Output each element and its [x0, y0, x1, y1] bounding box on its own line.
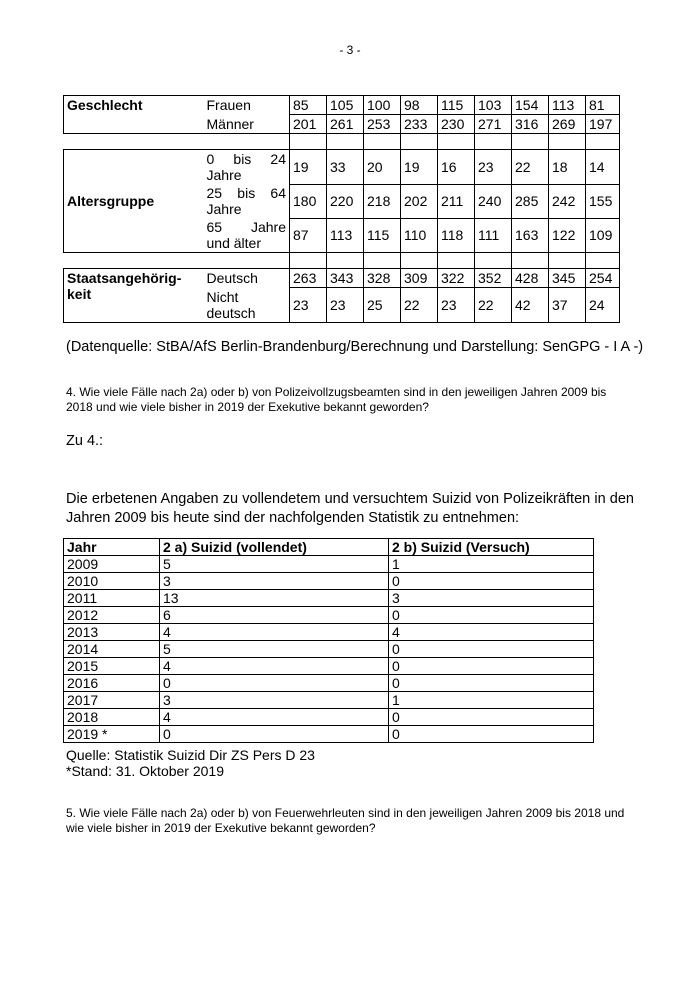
spacer-cell	[438, 253, 475, 269]
row-label: Nicht deutsch	[204, 288, 290, 323]
table-row	[64, 692, 594, 709]
row-label: Männer	[204, 115, 290, 134]
value-cell: 328	[364, 269, 401, 288]
table-row	[64, 726, 594, 743]
row-label: 0 bis 24 Jahre	[204, 150, 290, 185]
value-cell: 20	[364, 150, 401, 185]
value-cell: 154	[512, 96, 549, 115]
completed-cell: 6	[160, 607, 389, 624]
spacer-cell	[549, 134, 586, 150]
value-cell: 118	[438, 218, 475, 253]
value-cell: 285	[512, 184, 549, 218]
spacer-cell	[512, 253, 549, 269]
completed-cell: 13	[160, 590, 389, 607]
value-cell: 240	[475, 184, 512, 218]
table-source: Quelle: Statistik Suizid Dir ZS Pers D 23	[66, 747, 315, 763]
value-cell: 428	[512, 269, 549, 288]
value-cell: 22	[401, 288, 438, 323]
column-header-completed: 2 a) Suizid (vollendet)	[160, 539, 389, 556]
value-cell: 103	[475, 96, 512, 115]
row-label: Frauen	[204, 96, 290, 115]
table-row	[64, 573, 594, 590]
page-number: - 3 -	[339, 43, 361, 57]
table-row	[64, 624, 594, 641]
table-row	[64, 607, 594, 624]
value-cell: 111	[475, 218, 512, 253]
data-source-note: (Datenquelle: StBA/AfS Berlin-Brandenburg/Berechnung und Darstellung: SenGPG - I A -)	[66, 339, 644, 355]
completed-cell: 0	[160, 726, 389, 743]
value-cell: 22	[475, 288, 512, 323]
value-cell: 242	[549, 184, 586, 218]
value-cell: 233	[401, 115, 438, 134]
value-cell: 180	[290, 184, 327, 218]
attempt-cell: 0	[389, 607, 594, 624]
value-cell: 271	[475, 115, 512, 134]
completed-cell: 0	[160, 675, 389, 692]
value-cell: 211	[438, 184, 475, 218]
year-cell: 2009	[64, 556, 160, 573]
attempt-cell: 0	[389, 658, 594, 675]
year-cell: 2011	[64, 590, 160, 607]
value-cell: 14	[586, 150, 620, 185]
row-label: 65 Jahre und älter	[204, 218, 290, 253]
year-cell: 2016	[64, 675, 160, 692]
spacer-cell	[364, 134, 401, 150]
attempt-cell: 0	[389, 709, 594, 726]
value-cell: 352	[475, 269, 512, 288]
answer-4-intro: Die erbetenen Angaben zu vollendetem und versuchtem Suizid von Polizeikräften in den Jahren 2009 bis heute sind der nachfolgenden Statistik zu entnehmen:	[66, 491, 634, 526]
suicide-statistics-table	[63, 538, 594, 743]
completed-cell: 3	[160, 573, 389, 590]
value-cell: 254	[586, 269, 620, 288]
spacer-cell	[204, 134, 290, 150]
column-header-year: Jahr	[64, 539, 160, 556]
value-cell: 163	[512, 218, 549, 253]
value-cell: 155	[586, 184, 620, 218]
spacer-cell	[364, 253, 401, 269]
value-cell: 100	[364, 96, 401, 115]
question-5: 5. Wie viele Fälle nach 2a) oder b) von Feuerwehrleuten sind in den jeweiligen Jahren 2009 bis 2018 und wie viele bisher in 2019 der Exekutive bekannt geworden?	[66, 806, 625, 835]
value-cell: 110	[401, 218, 438, 253]
value-cell: 25	[364, 288, 401, 323]
spacer-cell	[290, 253, 327, 269]
value-cell: 115	[364, 218, 401, 253]
completed-cell: 4	[160, 709, 389, 726]
spacer-cell	[327, 253, 364, 269]
table-row	[64, 658, 594, 675]
spacer-row	[64, 134, 620, 150]
value-cell: 122	[549, 218, 586, 253]
answer-4-label: Zu 4.:	[66, 433, 104, 449]
question-4: 4. Wie viele Fälle nach 2a) oder b) von Polizeivollzugsbeamten sind in den jeweiligen Jahren 2009 bis 2018 und wie viele bisher in 2019 der Exekutive bekannt geworden?	[66, 385, 607, 414]
value-cell: 263	[290, 269, 327, 288]
table-row	[64, 96, 620, 115]
attempt-cell: 0	[389, 726, 594, 743]
column-header-attempt: 2 b) Suizid (Versuch)	[389, 539, 594, 556]
value-cell: 230	[438, 115, 475, 134]
attempt-cell: 0	[389, 573, 594, 590]
value-cell: 33	[327, 150, 364, 185]
spacer-row	[64, 253, 620, 269]
year-cell: 2015	[64, 658, 160, 675]
value-cell: 109	[586, 218, 620, 253]
value-cell: 261	[327, 115, 364, 134]
spacer-cell	[475, 134, 512, 150]
table-row	[64, 590, 594, 607]
spacer-cell	[401, 134, 438, 150]
value-cell: 197	[586, 115, 620, 134]
value-cell: 23	[475, 150, 512, 185]
value-cell: 269	[549, 115, 586, 134]
spacer-cell	[401, 253, 438, 269]
completed-cell: 3	[160, 692, 389, 709]
value-cell: 19	[290, 150, 327, 185]
value-cell: 81	[586, 96, 620, 115]
value-cell: 22	[512, 150, 549, 185]
spacer-cell	[549, 253, 586, 269]
value-cell: 202	[401, 184, 438, 218]
demographics-table	[63, 95, 620, 323]
value-cell: 218	[364, 184, 401, 218]
category-label: Staatsangehörig-keit	[64, 269, 204, 323]
category-label: Altersgruppe	[64, 150, 204, 253]
value-cell: 105	[327, 96, 364, 115]
year-cell: 2017	[64, 692, 160, 709]
value-cell: 19	[401, 150, 438, 185]
completed-cell: 5	[160, 641, 389, 658]
year-cell: 2014	[64, 641, 160, 658]
value-cell: 37	[549, 288, 586, 323]
category-label: Geschlecht	[64, 96, 204, 134]
table-row	[64, 709, 594, 726]
value-cell: 253	[364, 115, 401, 134]
spacer-cell	[586, 253, 620, 269]
spacer-cell	[327, 134, 364, 150]
value-cell: 220	[327, 184, 364, 218]
table-header-row	[64, 539, 594, 556]
completed-cell: 4	[160, 658, 389, 675]
spacer-cell	[475, 253, 512, 269]
value-cell: 343	[327, 269, 364, 288]
value-cell: 87	[290, 218, 327, 253]
table-row	[64, 556, 594, 573]
spacer-cell	[64, 253, 204, 269]
table-row	[64, 675, 594, 692]
attempt-cell: 0	[389, 675, 594, 692]
value-cell: 201	[290, 115, 327, 134]
spacer-cell	[512, 134, 549, 150]
spacer-cell	[64, 134, 204, 150]
attempt-cell: 3	[389, 590, 594, 607]
table-notes	[66, 747, 315, 779]
value-cell: 115	[438, 96, 475, 115]
attempt-cell: 1	[389, 556, 594, 573]
value-cell: 24	[586, 288, 620, 323]
attempt-cell: 1	[389, 692, 594, 709]
year-cell: 2010	[64, 573, 160, 590]
value-cell: 42	[512, 288, 549, 323]
attempt-cell: 0	[389, 641, 594, 658]
value-cell: 16	[438, 150, 475, 185]
spacer-cell	[290, 134, 327, 150]
spacer-cell	[586, 134, 620, 150]
table-row	[64, 641, 594, 658]
value-cell: 18	[549, 150, 586, 185]
table-footnote: *Stand: 31. Oktober 2019	[66, 763, 224, 779]
value-cell: 113	[549, 96, 586, 115]
completed-cell: 4	[160, 624, 389, 641]
value-cell: 322	[438, 269, 475, 288]
year-cell: 2019 *	[64, 726, 160, 743]
row-label: 25 bis 64 Jahre	[204, 184, 290, 218]
spacer-cell	[438, 134, 475, 150]
table-row	[64, 150, 620, 185]
value-cell: 98	[401, 96, 438, 115]
value-cell: 23	[290, 288, 327, 323]
value-cell: 345	[549, 269, 586, 288]
year-cell: 2018	[64, 709, 160, 726]
spacer-cell	[204, 253, 290, 269]
value-cell: 309	[401, 269, 438, 288]
value-cell: 23	[438, 288, 475, 323]
year-cell: 2013	[64, 624, 160, 641]
value-cell: 85	[290, 96, 327, 115]
attempt-cell: 4	[389, 624, 594, 641]
year-cell: 2012	[64, 607, 160, 624]
value-cell: 23	[327, 288, 364, 323]
value-cell: 113	[327, 218, 364, 253]
value-cell: 316	[512, 115, 549, 134]
row-label: Deutsch	[204, 269, 290, 288]
completed-cell: 5	[160, 556, 389, 573]
table-row	[64, 269, 620, 288]
